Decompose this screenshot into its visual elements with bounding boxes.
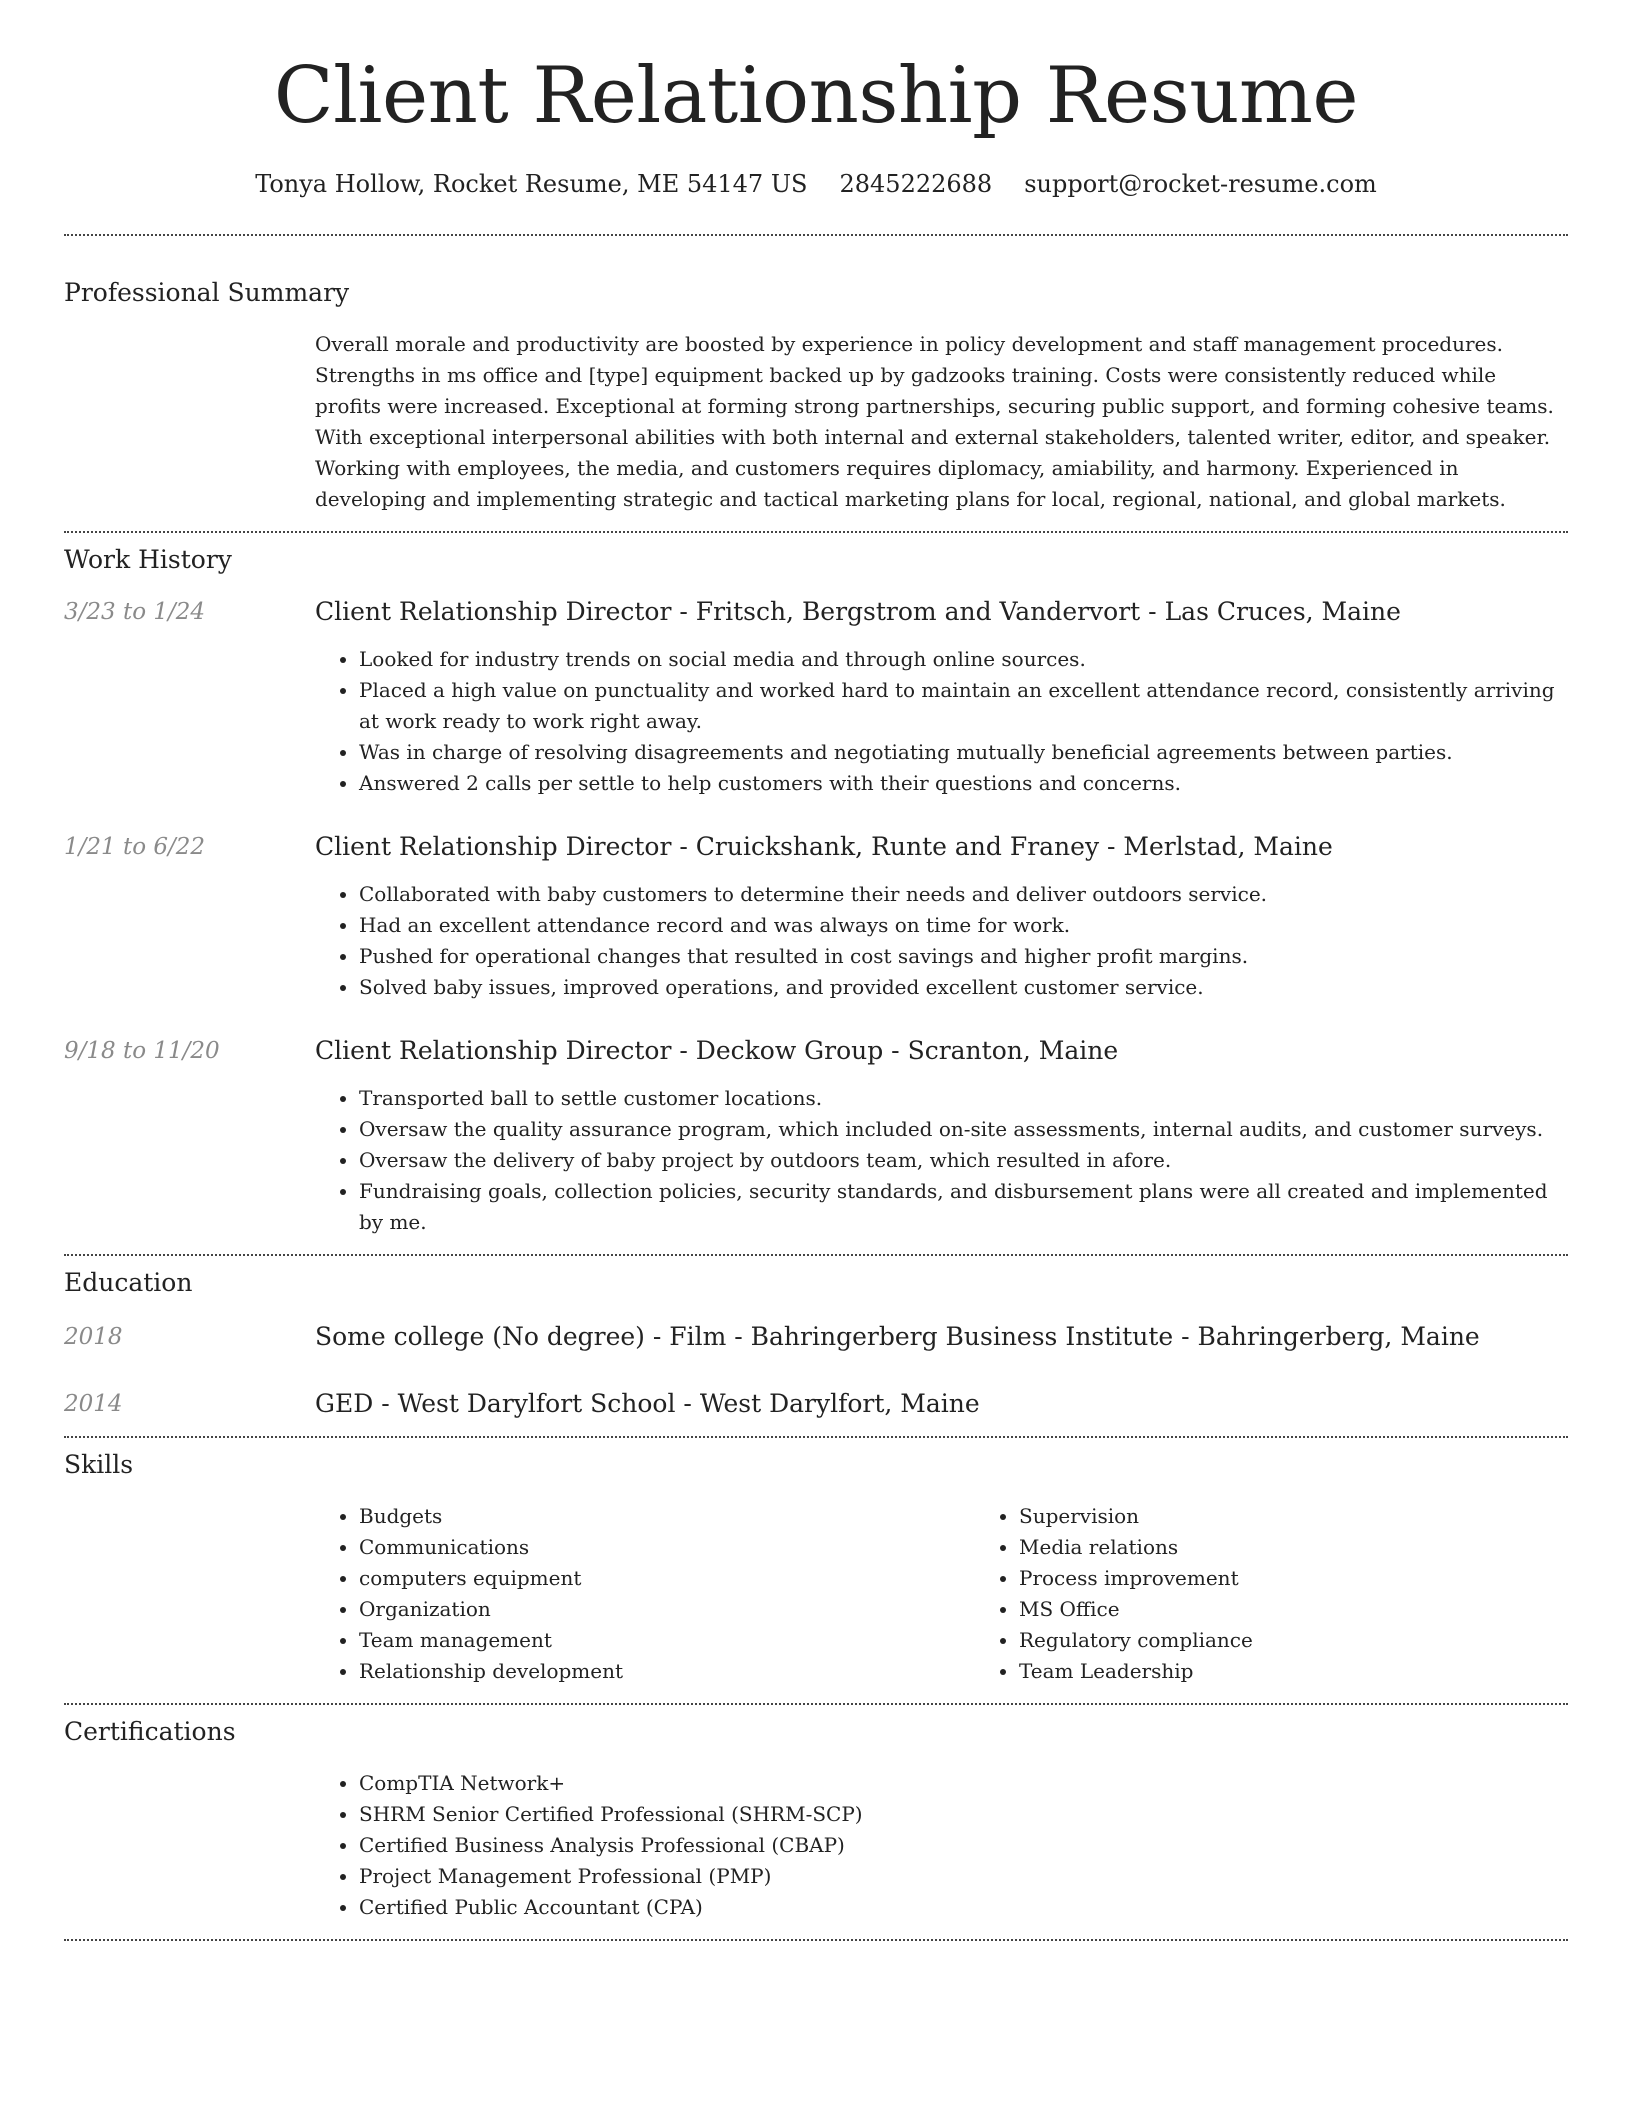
job-dates: 3/23 to 1/24 bbox=[64, 598, 206, 625]
section-divider bbox=[64, 234, 1568, 236]
skills-grid bbox=[315, 1501, 1568, 1687]
job-bullet: • Placed a high value on punctuality and worked hard to maintain an excellent attendance record, consistently arriving at work ready to work right away. bbox=[359, 675, 1568, 737]
certification-item: • Project Management Professional (PMP) bbox=[359, 1861, 1568, 1892]
skill-item: • Budgets bbox=[359, 1501, 975, 1532]
job-bullet: • Fundraising goals, collection policies, security standards, and disbursement plans were all created and implemented by me. bbox=[359, 1176, 1568, 1238]
work-section bbox=[64, 545, 1568, 1238]
job-details bbox=[315, 596, 1568, 799]
resume-header bbox=[64, 0, 1568, 198]
education-text: Some college (No degree) - Film - Bahringerberg Business Institute - Bahringerberg, Maine bbox=[315, 1321, 1480, 1351]
contact-email: support@rocket-resume.com bbox=[1024, 169, 1377, 198]
skill-item: • Team Leadership bbox=[1019, 1656, 1253, 1687]
section-divider bbox=[64, 1703, 1568, 1705]
summary-spacer bbox=[64, 329, 315, 515]
job-bullet: • Oversaw the quality assurance program, which included on-site assessments, internal audits, and customer surveys. bbox=[359, 1114, 1568, 1145]
skills-list-right bbox=[975, 1501, 1253, 1687]
skill-item: • Organization bbox=[359, 1594, 975, 1625]
job-title: Client Relationship Director - Deckow Group - Scranton, Maine bbox=[315, 1035, 1119, 1065]
section-divider bbox=[64, 1939, 1568, 1941]
certifications-heading: Certifications bbox=[64, 1716, 236, 1746]
certifications-section bbox=[64, 1717, 1568, 1923]
job-details bbox=[315, 1035, 1568, 1238]
skill-item: • Process improvement bbox=[1019, 1563, 1253, 1594]
skills-spacer bbox=[64, 1501, 315, 1687]
job-bullet: • Pushed for operational changes that resulted in cost savings and higher profit margins. bbox=[359, 941, 1568, 972]
education-section bbox=[64, 1268, 1568, 1420]
education-year: 2018 bbox=[64, 1323, 123, 1350]
skill-item: • MS Office bbox=[1019, 1594, 1253, 1625]
skills-row bbox=[64, 1501, 1568, 1687]
skills-section bbox=[64, 1450, 1568, 1687]
certification-item: • SHRM Senior Certified Professional (SHRM-SCP) bbox=[359, 1799, 1568, 1830]
skills-list-left bbox=[315, 1501, 975, 1687]
certification-item: • CompTIA Network+ bbox=[359, 1768, 1568, 1799]
skill-item: • Supervision bbox=[1019, 1501, 1253, 1532]
education-year: 2014 bbox=[64, 1390, 123, 1417]
job-bullet: • Looked for industry trends on social media and through online sources. bbox=[359, 644, 1568, 675]
job-bullets bbox=[315, 644, 1568, 799]
education-text: GED - West Darylfort School - West Darylfort, Maine bbox=[315, 1388, 980, 1418]
job-bullet: • Was in charge of resolving disagreements and negotiating mutually beneficial agreements between parties. bbox=[359, 737, 1568, 768]
job-entry bbox=[64, 1035, 1568, 1238]
job-title: Client Relationship Director - Cruickshank, Runte and Franey - Merlstad, Maine bbox=[315, 831, 1333, 861]
skill-item: • Communications bbox=[359, 1532, 975, 1563]
skill-item: • computers equipment bbox=[359, 1563, 975, 1594]
section-divider bbox=[64, 1436, 1568, 1438]
summary-heading: Professional Summary bbox=[64, 277, 350, 307]
resume-title: Client Relationship Resume bbox=[273, 51, 1359, 141]
job-details bbox=[315, 831, 1568, 1003]
job-title: Client Relationship Director - Fritsch, Bergstrom and Vandervort - Las Cruces, Maine bbox=[315, 596, 1401, 626]
certifications-spacer bbox=[64, 1768, 315, 1923]
skills-heading: Skills bbox=[64, 1449, 134, 1479]
summary-section bbox=[64, 278, 1568, 515]
certification-item: • Certified Public Accountant (CPA) bbox=[359, 1892, 1568, 1923]
summary-text: Overall morale and productivity are boosted by experience in policy development and staff management procedures. Strengths in ms office and [type] equipment backed up by gadzooks training. Costs were consistently reduced while profits were increased. Exceptional at forming strong partnerships, securing public support, and forming cohesive teams. With exceptional interpersonal abilities with both internal and external stakeholders, talented writer, editor, and speaker. Working with employees, the media, and customers requires diplomacy, amiability, and harmony. Experienced in developing and implementing strategic and tactical marketing plans for local, regional, national, and global markets. bbox=[315, 331, 1554, 511]
section-divider bbox=[64, 1254, 1568, 1256]
job-entry bbox=[64, 596, 1568, 799]
education-entry bbox=[64, 1388, 1568, 1420]
skill-item: • Regulatory compliance bbox=[1019, 1625, 1253, 1656]
job-dates: 9/18 to 11/20 bbox=[64, 1037, 220, 1064]
education-details bbox=[315, 1321, 1568, 1353]
job-bullet: • Had an excellent attendance record and was always on time for work. bbox=[359, 910, 1568, 941]
skill-item: • Team management bbox=[359, 1625, 975, 1656]
summary-row bbox=[64, 329, 1568, 515]
certification-item: • Certified Business Analysis Professional (CBAP) bbox=[359, 1830, 1568, 1861]
job-bullet: • Oversaw the delivery of baby project by outdoors team, which resulted in afore. bbox=[359, 1145, 1568, 1176]
job-entry bbox=[64, 831, 1568, 1003]
job-dates: 1/21 to 6/22 bbox=[64, 833, 206, 860]
work-heading: Work History bbox=[64, 544, 232, 574]
education-details bbox=[315, 1388, 1568, 1420]
skill-item: • Relationship development bbox=[359, 1656, 975, 1687]
certifications-body bbox=[315, 1768, 1568, 1923]
contact-phone: 2845222688 bbox=[839, 169, 993, 198]
education-heading: Education bbox=[64, 1267, 193, 1297]
job-bullet: • Answered 2 calls per settle to help customers with their questions and concerns. bbox=[359, 768, 1568, 799]
job-bullet: • Solved baby issues, improved operations, and provided excellent customer service. bbox=[359, 972, 1568, 1003]
contact-line bbox=[64, 170, 1568, 198]
education-entry bbox=[64, 1321, 1568, 1353]
certifications-list bbox=[315, 1768, 1568, 1923]
summary-body bbox=[315, 329, 1568, 515]
section-divider bbox=[64, 531, 1568, 533]
job-bullet: • Transported ball to settle customer locations. bbox=[359, 1083, 1568, 1114]
job-bullet: • Collaborated with baby customers to determine their needs and deliver outdoors service. bbox=[359, 879, 1568, 910]
certifications-row bbox=[64, 1768, 1568, 1923]
skill-item: • Media relations bbox=[1019, 1532, 1253, 1563]
job-bullets bbox=[315, 1083, 1568, 1238]
job-bullets bbox=[315, 879, 1568, 1003]
contact-address: Tonya Hollow, Rocket Resume, ME 54147 US bbox=[255, 169, 808, 198]
